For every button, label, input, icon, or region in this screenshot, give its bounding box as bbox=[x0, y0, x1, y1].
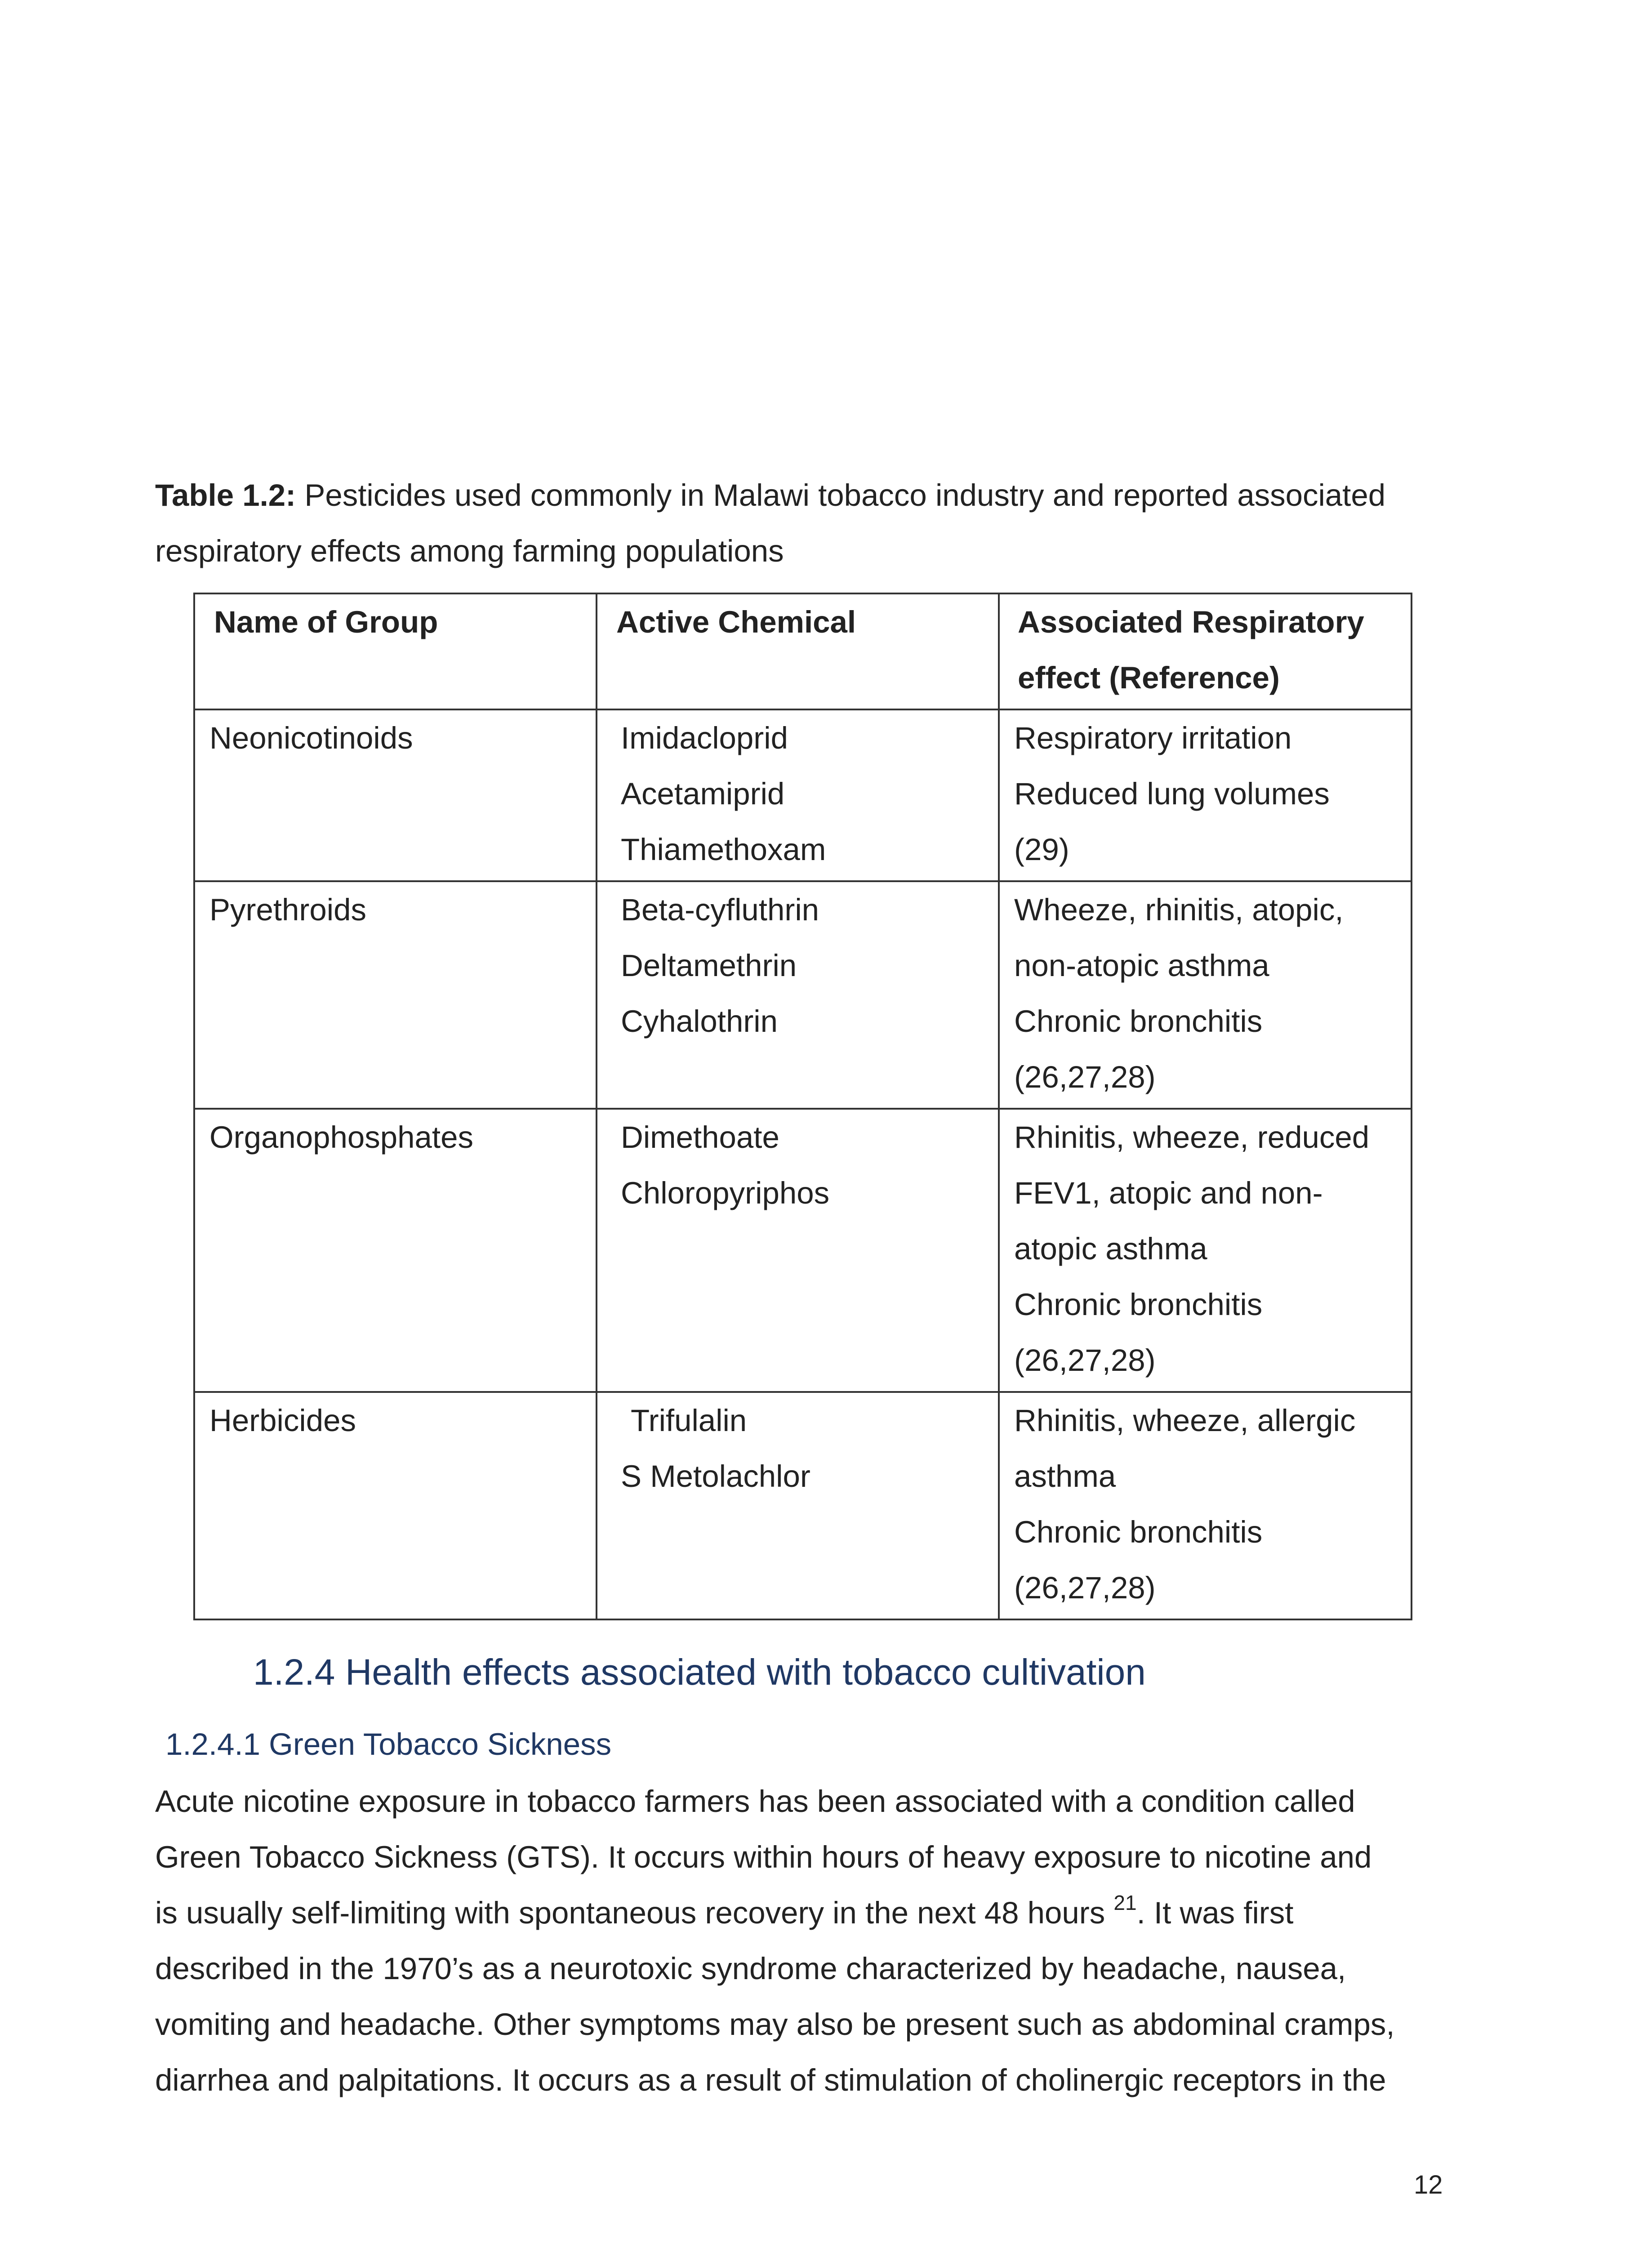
table-row bbox=[194, 1392, 1412, 1619]
body-paragraph bbox=[155, 1774, 1459, 2108]
paragraph-line: diarrhea and palpitations. It occurs as a result of stimulation of cholinergic receptors in the bbox=[155, 2063, 1386, 2097]
effect-line: Reduced lung volumes bbox=[1014, 776, 1330, 811]
effect-cell bbox=[999, 1392, 1412, 1619]
subsection-heading: 1.2.4.1 Green Tobacco Sickness bbox=[165, 1727, 612, 1762]
group-cell: Neonicotinoids bbox=[194, 709, 597, 881]
chemical-item: Cyhalothrin bbox=[621, 1004, 778, 1039]
table-row bbox=[194, 709, 1412, 881]
group-cell: Pyrethroids bbox=[194, 881, 597, 1109]
effect-line: Rhinitis, wheeze, reduced bbox=[1014, 1120, 1370, 1155]
effect-line: (29) bbox=[1014, 832, 1069, 867]
effect-line: Wheeze, rhinitis, atopic, bbox=[1014, 892, 1344, 927]
effect-line: atopic asthma bbox=[1014, 1231, 1207, 1266]
effect-line: (26,27,28) bbox=[1014, 1060, 1156, 1094]
effect-line: asthma bbox=[1014, 1459, 1116, 1494]
paragraph-line: Green Tobacco Sickness (GTS). It occurs within hours of heavy exposure to nicotine and bbox=[155, 1840, 1372, 1874]
paragraph-line: Acute nicotine exposure in tobacco farmers has been associated with a condition called bbox=[155, 1784, 1355, 1819]
header-effect-line2: effect (Reference) bbox=[1018, 660, 1280, 695]
effect-line: FEV1, atopic and non- bbox=[1014, 1176, 1323, 1210]
chemical-item: Thiamethoxam bbox=[621, 832, 826, 867]
chemical-cell bbox=[597, 709, 999, 881]
chemical-cell bbox=[597, 1392, 999, 1619]
chemical-item: Trifulalin bbox=[631, 1403, 747, 1438]
effect-line: (26,27,28) bbox=[1014, 1570, 1156, 1605]
effect-cell bbox=[999, 1109, 1412, 1392]
paragraph-line bbox=[155, 1885, 1459, 1941]
effect-cell bbox=[999, 709, 1412, 881]
effect-line: Respiratory irritation bbox=[1014, 721, 1292, 755]
section-heading: 1.2.4 Health effects associated with tobacco cultivation bbox=[253, 1652, 1146, 1693]
chemical-item: Acetamiprid bbox=[621, 776, 785, 811]
effect-line: Chronic bronchitis bbox=[1014, 1004, 1263, 1039]
header-name-of-group: Name of Group bbox=[194, 593, 597, 709]
group-cell: Herbicides bbox=[194, 1392, 597, 1619]
effect-cell bbox=[999, 881, 1412, 1109]
pesticides-table bbox=[193, 593, 1412, 1620]
chemical-item: Dimethoate bbox=[621, 1120, 779, 1155]
table-caption bbox=[155, 468, 1450, 579]
header-effect-line1: Associated Respiratory bbox=[1018, 605, 1364, 639]
chemical-item: S Metolachlor bbox=[621, 1459, 810, 1494]
chemical-cell bbox=[597, 1109, 999, 1392]
chemical-item: Chloropyriphos bbox=[621, 1176, 830, 1210]
effect-line: non-atopic asthma bbox=[1014, 948, 1269, 983]
effect-line: (26,27,28) bbox=[1014, 1343, 1156, 1378]
group-cell: Organophosphates bbox=[194, 1109, 597, 1392]
paragraph-line: described in the 1970’s as a neurotoxic syndrome characterized by headache, nausea, bbox=[155, 1951, 1346, 1986]
paragraph-line-part: . It was first bbox=[1136, 1896, 1294, 1930]
chemical-item: Beta-cyfluthrin bbox=[621, 892, 819, 927]
table-row bbox=[194, 881, 1412, 1109]
effect-line: Chronic bronchitis bbox=[1014, 1287, 1263, 1322]
table-caption-text-line2: respiratory effects among farming populations bbox=[155, 534, 784, 568]
effect-line: Chronic bronchitis bbox=[1014, 1515, 1263, 1549]
effect-line: Rhinitis, wheeze, allergic bbox=[1014, 1403, 1356, 1438]
paragraph-line: vomiting and headache. Other symptoms may also be present such as abdominal cramps, bbox=[155, 2007, 1395, 2042]
paragraph-line-part: is usually self-limiting with spontaneous recovery in the next 48 hours bbox=[155, 1896, 1114, 1930]
chemical-item: Imidacloprid bbox=[621, 721, 788, 755]
header-associated-effect bbox=[999, 593, 1412, 709]
table-header-row bbox=[194, 593, 1412, 709]
table-caption-label: Table 1.2: bbox=[155, 478, 296, 513]
page-number: 12 bbox=[1414, 2170, 1443, 2199]
table-caption-text-line1: Pesticides used commonly in Malawi tobacco industry and reported associated bbox=[296, 478, 1386, 513]
chemical-item: Deltamethrin bbox=[621, 948, 797, 983]
citation-superscript: 21 bbox=[1113, 1891, 1137, 1914]
table-row bbox=[194, 1109, 1412, 1392]
chemical-cell bbox=[597, 881, 999, 1109]
header-active-chemical: Active Chemical bbox=[597, 593, 999, 709]
